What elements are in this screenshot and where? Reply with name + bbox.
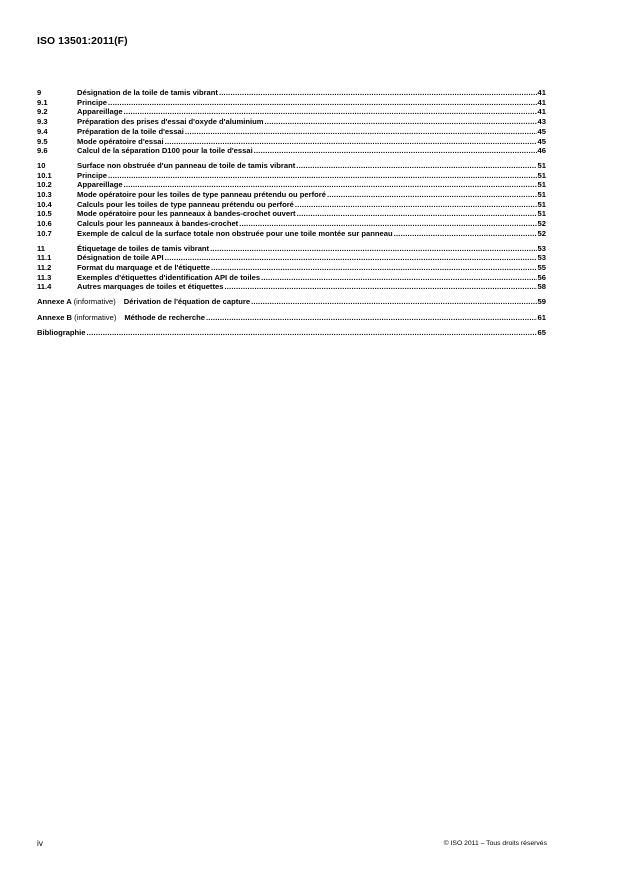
toc-annex-label: Annexe B — [37, 312, 73, 322]
toc-annex-group — [37, 297, 546, 307]
toc-entry-page: 53 — [537, 253, 546, 263]
toc-entry-number: 11.4 — [37, 282, 52, 292]
toc-entry-number: 11.2 — [37, 262, 52, 272]
toc-annex-entry[interactable] — [37, 313, 546, 323]
toc-entry-page: 45 — [537, 136, 546, 146]
toc-entry-page: 41 — [537, 97, 546, 107]
toc-entry-page: 61 — [537, 312, 546, 322]
toc-entry-page: 41 — [537, 107, 546, 117]
page-number: iv — [37, 839, 43, 848]
toc-annex-group — [37, 313, 546, 323]
toc-entry-number: 10.2 — [37, 180, 52, 190]
toc-entry-page: 51 — [537, 160, 546, 170]
toc-entry[interactable] — [37, 200, 546, 210]
toc-dot-leader — [108, 98, 537, 108]
toc-annex-label: Annexe A — [37, 297, 72, 307]
toc-entry-number: 10.6 — [37, 219, 52, 229]
toc-entry[interactable] — [37, 190, 546, 200]
toc-entry-title: Exemple de calcul de la surface totale non obstruée pour une toile montée sur panneau — [77, 228, 393, 238]
toc-entry[interactable] — [37, 98, 546, 108]
toc-entry-number: 10.5 — [37, 209, 52, 219]
toc-annex-title — [37, 313, 205, 323]
toc-entry-title: Calculs pour les toiles de type panneau prétendu ou perforé — [77, 199, 294, 209]
toc-sections — [37, 88, 546, 292]
toc-entry-title: Principe — [77, 97, 107, 107]
toc-annex-group — [37, 328, 546, 338]
toc-entry-title: Autres marquages de toiles et étiquettes — [77, 282, 224, 292]
toc-entry-number: 11.3 — [37, 272, 52, 282]
toc-annex-title — [37, 297, 250, 307]
toc-entry[interactable] — [37, 171, 546, 181]
toc-annex-entry[interactable] — [37, 297, 546, 307]
toc-entry-title: Appareillage — [77, 180, 123, 190]
toc-dot-leader — [224, 282, 536, 292]
toc-entry-title: Format du marquage et de l'étiquette — [77, 262, 211, 272]
toc-dot-leader — [394, 229, 537, 239]
toc-entry-title: Calcul de la séparation D100 pour la toile d'essai — [77, 146, 253, 156]
toc-annex-note: (informative) — [74, 312, 117, 322]
toc-entry-number: 9.3 — [37, 117, 48, 127]
toc-entry-title: Principe — [77, 170, 107, 180]
toc-entry-page: 53 — [537, 243, 546, 253]
toc-entry-number: 9.4 — [37, 126, 48, 136]
toc-dot-leader — [165, 253, 537, 263]
toc-dot-leader — [87, 328, 537, 338]
toc-dot-leader — [165, 137, 537, 147]
toc-entry[interactable] — [37, 146, 546, 156]
toc-group — [37, 88, 546, 156]
toc-entry-number: 9.6 — [37, 146, 48, 156]
toc-dot-leader — [124, 180, 537, 190]
toc-entry-page: 51 — [537, 190, 546, 200]
toc-dot-leader — [206, 313, 537, 323]
toc-entry-number: 9.1 — [37, 97, 48, 107]
toc-entry[interactable] — [37, 273, 546, 283]
toc-dot-leader — [264, 117, 536, 127]
toc-entry[interactable] — [37, 209, 546, 219]
toc-entry-number: 9.2 — [37, 107, 48, 117]
toc-group — [37, 244, 546, 293]
toc-dot-leader — [251, 297, 536, 307]
toc-entry-page: 56 — [537, 272, 546, 282]
toc-entry-page: 65 — [537, 328, 546, 338]
toc-dot-leader — [108, 171, 537, 181]
toc-dot-leader — [296, 161, 536, 171]
toc-entry-title: Désignation de la toile de tamis vibrant — [77, 88, 218, 97]
toc-entry-page: 59 — [537, 297, 546, 307]
toc-entry[interactable] — [37, 229, 546, 239]
toc-entry[interactable] — [37, 244, 546, 254]
toc-entry[interactable] — [37, 282, 546, 292]
toc-annex-heading: Méthode de recherche — [124, 312, 205, 322]
toc-entry-number: 10.4 — [37, 199, 52, 209]
toc-dot-leader — [261, 273, 536, 283]
toc-entry-page: 46 — [537, 146, 546, 156]
toc-dot-leader — [124, 107, 537, 117]
toc-entry-page: 41 — [537, 88, 546, 97]
toc-entry-number: 11.1 — [37, 253, 52, 263]
toc-group — [37, 161, 546, 239]
toc-dot-leader — [219, 88, 537, 98]
toc-entry-number: 10.3 — [37, 190, 52, 200]
toc-entry-number: 10 — [37, 160, 46, 170]
toc-entry[interactable] — [37, 127, 546, 137]
toc-entry-title: Appareillage — [77, 107, 123, 117]
toc-entry-title: Mode opératoire d'essai — [77, 136, 164, 146]
toc-entry-page: 51 — [537, 209, 546, 219]
toc-annexes — [37, 297, 546, 338]
toc-entry-title: Étiquetage de toiles de tamis vibrant — [77, 243, 210, 253]
toc-entry-page: 52 — [537, 228, 546, 238]
toc-annex-note: (informative) — [73, 297, 116, 307]
toc-dot-leader — [185, 127, 537, 137]
toc-entry-number: 10.7 — [37, 228, 52, 238]
toc-entry[interactable] — [37, 137, 546, 147]
toc-entry-number: 11 — [37, 243, 46, 253]
toc-entry-page: 55 — [537, 262, 546, 272]
toc-annex-label: Bibliographie — [37, 328, 86, 338]
toc-annex-heading: Dérivation de l'équation de capture — [123, 297, 251, 307]
toc-entry[interactable] — [37, 263, 546, 273]
toc-dot-leader — [211, 263, 537, 273]
toc-dot-leader — [327, 190, 537, 200]
document-id: ISO 13501:2011(F) — [37, 36, 128, 47]
toc-entry[interactable] — [37, 161, 546, 171]
toc-entry-page: 51 — [537, 170, 546, 180]
toc-entry[interactable] — [37, 88, 546, 98]
copyright-notice: © ISO 2011 – Tous droits réservés — [443, 840, 547, 847]
toc-entry[interactable] — [37, 219, 546, 229]
toc-entry-title: Désignation de toile API — [77, 253, 164, 263]
table-of-contents — [37, 88, 546, 344]
toc-entry-title: Mode opératoire pour les toiles de type panneau prétendu ou perforé — [77, 190, 326, 200]
toc-entry[interactable] — [37, 117, 546, 127]
toc-entry-title: Mode opératoire pour les panneaux à bandes-crochet ouvert — [77, 209, 296, 219]
toc-entry-page: 45 — [537, 126, 546, 136]
toc-dot-leader — [295, 200, 537, 210]
toc-dot-leader — [210, 244, 536, 254]
toc-entry-page: 52 — [537, 219, 546, 229]
toc-entry-title: Calculs pour les panneaux à bandes-crochet — [77, 219, 239, 229]
toc-dot-leader — [239, 219, 536, 229]
toc-entry-page: 51 — [537, 199, 546, 209]
toc-entry-page: 58 — [537, 282, 546, 292]
toc-entry-number: 9.5 — [37, 136, 48, 146]
toc-entry[interactable] — [37, 180, 546, 190]
toc-entry[interactable] — [37, 107, 546, 117]
toc-dot-leader — [297, 209, 537, 219]
toc-entry-title: Préparation des prises d'essai d'oxyde d'aluminium — [77, 117, 264, 127]
toc-entry-page: 43 — [537, 117, 546, 127]
toc-entry-number: 10.1 — [37, 170, 52, 180]
toc-entry-title: Exemples d'étiquettes d'identification API de toiles — [77, 272, 261, 282]
toc-entry[interactable] — [37, 253, 546, 263]
toc-entry-page: 51 — [537, 180, 546, 190]
toc-entry-number: 9 — [37, 88, 42, 97]
toc-entry-title: Surface non obstruée d'un panneau de toile de tamis vibrant — [77, 160, 296, 170]
toc-entry-title: Préparation de la toile d'essai — [77, 126, 184, 136]
toc-annex-entry[interactable] — [37, 328, 546, 338]
toc-dot-leader — [254, 146, 537, 156]
toc-annex-title — [37, 328, 86, 338]
